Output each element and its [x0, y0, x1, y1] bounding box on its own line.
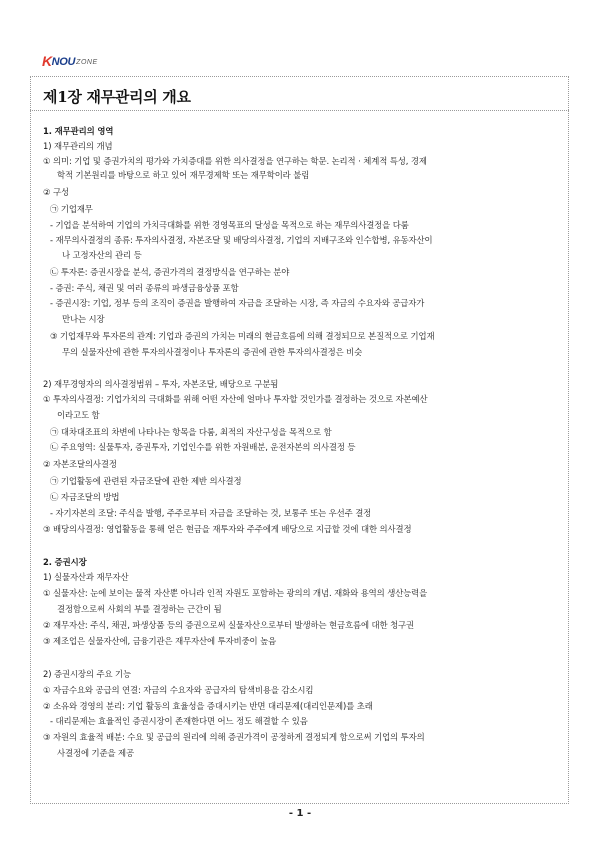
body-line: ② 자본조달의사결정: [43, 459, 117, 469]
body-line: 만나는 시장: [62, 314, 105, 324]
body-line: ① 의미: 기업 및 증권가치의 평가와 가치증대를 위한 의사결정을 연구하는 학문. 논리적 · 체계적 특성, 경제: [43, 156, 427, 166]
body-line: ② 구성: [43, 187, 69, 197]
body-line: 이라고도 함: [57, 410, 100, 420]
body-line: 결정함으로써 사회의 부를 결정하는 근간이 됨: [57, 604, 222, 614]
body-line: 학적 기본원리를 바탕으로 하고 있어 재무경제학 또는 재무학이라 불림: [57, 170, 310, 180]
body-line: - 증권시장: 기업, 정부 등의 조직이 증권을 발행하여 자금을 조달하는 시장, 즉 자금의 수요자와 공급자가: [50, 298, 425, 308]
body-line: ㉠ 기업재무: [50, 204, 93, 214]
subsection-heading: 1) 실물자산과 재무자산: [43, 572, 129, 582]
body-line: ① 투자의사결정: 기업가치의 극대화를 위해 어떤 자산에 얼마나 투자할 것인가를 결정하는 것으로 자본예산: [43, 394, 428, 404]
body-line: ③ 배당의사결정: 영업활동을 통해 얻은 현금을 재투자와 주주에게 배당으로 지급할 것에 대한 의사결정: [43, 524, 412, 534]
logo-nou: NOU: [51, 56, 76, 68]
page-number: - 1 -: [288, 808, 312, 819]
body-line: ② 재무자산: 주식, 채권, 파생상품 등의 증권으로써 실물자산으로부터 발생하는 현금흐름에 대한 청구권: [43, 620, 415, 630]
logo-zone: ZONE: [76, 59, 98, 66]
body-line: ② 소유와 경영의 분리: 기업 활동의 효율성을 증대시키는 반면 대리문제(대리인문제)를 초래: [43, 701, 373, 711]
body-line: - 대리문제는 효율적인 증권시장이 존재한다면 어느 정도 해결할 수 있음: [50, 716, 308, 726]
logo-k: K: [42, 53, 52, 69]
body-line: - 기업을 분석하여 기업의 가치극대화를 위한 경영목표의 달성을 목적으로 하는 재무의사결정을 다룸: [50, 220, 409, 230]
body-line: ③ 제조업은 실물자산에, 금융기관은 재무자산에 투자비중이 높음: [43, 636, 277, 646]
knouzone-logo: [42, 54, 98, 68]
body-line: - 재무의사결정의 종류: 투자의사결정, 자본조달 및 배당의사결정, 기업의 지배구조와 인수합병, 유동자산이: [50, 235, 433, 245]
section-heading: 2. 증권시장: [43, 557, 87, 567]
body-line: ㉡ 자금조달의 방법: [50, 492, 120, 502]
body-line: ③ 기업재무와 투자론의 관계: 기업과 증권의 가치는 미래의 현금흐름에 의해 결정되므로 본질적으로 기업재: [50, 331, 435, 341]
body-line: ㉠ 대차대조표의 차변에 나타나는 항목을 다룸, 최적의 자산구성을 목적으로 함: [50, 427, 332, 437]
body-line: ㉡ 투자론: 증권시장을 분석, 증권가격의 결정방식을 연구하는 분야: [50, 267, 290, 277]
body-line: ① 실물자산: 눈에 보이는 물적 자산뿐 아니라 인적 자원도 포함하는 광의의 개념. 재화와 용역의 생산능력을: [43, 588, 428, 598]
body-line: ③ 자원의 효율적 배분: 수요 및 공급의 원리에 의해 증권가격이 공정하게 결정되게 함으로써 기업의 투자의: [43, 732, 425, 742]
subsection-heading: 2) 재무경영자의 의사결정범위 – 투자, 자본조달, 배당으로 구분됨: [43, 379, 279, 389]
title-divider: [30, 110, 569, 111]
subsection-heading: 1) 재무관리의 개념: [43, 141, 113, 151]
body-line: 무의 실물자산에 관한 투자의사결정이나 투자론의 증권에 관한 투자의사결정은 비슷: [62, 347, 363, 357]
body-line: - 자기자본의 조달: 주식을 발행, 주주로부터 자금을 조달하는 것, 보통주 또는 우선주 결정: [50, 508, 372, 518]
body-line: - 증권: 주식, 채권 및 여러 종류의 파생금융상품 포함: [50, 283, 239, 293]
body-line: ㉠ 기업활동에 관련된 자금조달에 관한 제반 의사결정: [50, 476, 242, 486]
subsection-heading: 2) 증권시장의 주요 기능: [43, 669, 131, 679]
section-heading: 1. 재무관리의 영역: [43, 126, 114, 136]
body-line: ① 자금수요와 공급의 연결: 자금의 수요자와 공급자의 탐색비용을 감소시킴: [43, 685, 314, 695]
body-line: 나 고정자산의 관리 등: [62, 250, 142, 260]
chapter-title: 제1장 재무관리의 개요: [43, 88, 191, 106]
body-line: ㉡ 주요영역: 실물투자, 증권투자, 기업인수를 위한 자원배분, 운전자본의 의사결정 등: [50, 442, 356, 452]
body-line: 사결정에 기준을 제공: [57, 748, 135, 758]
